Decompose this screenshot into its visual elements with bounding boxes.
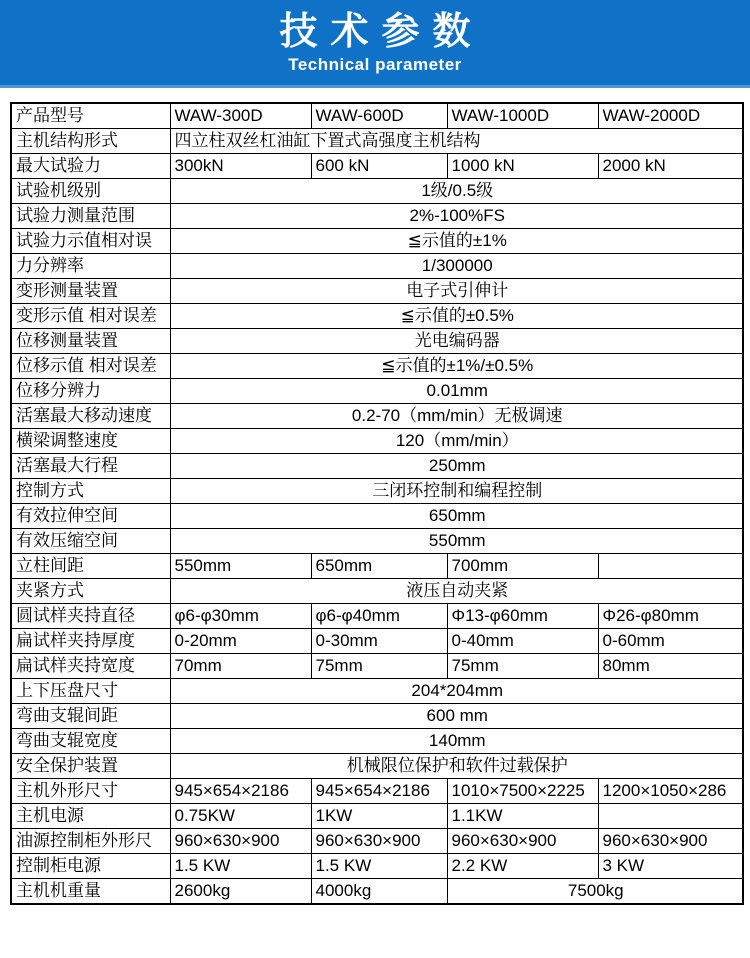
value-cell: 2%-100%FS — [170, 204, 743, 229]
value-cell: 960×630×900 — [170, 829, 311, 854]
value-cell: 0-30mm — [311, 629, 447, 654]
row-label: 变形示值 相对误差 — [11, 304, 170, 329]
row-label: 变形测量装置 — [11, 279, 170, 304]
table-row — [11, 554, 743, 579]
table-row — [11, 504, 743, 529]
table-row — [11, 404, 743, 429]
value-cell: ≦示值的±1%/±0.5% — [170, 354, 743, 379]
value-cell: 1000 kN — [447, 154, 598, 179]
value-cell: 1.5 KW — [311, 854, 447, 879]
table-row — [11, 604, 743, 629]
row-label: 夹紧方式 — [11, 579, 170, 604]
value-cell: WAW-600D — [311, 103, 447, 129]
row-label: 油源控制柜外形尺 — [11, 829, 170, 854]
value-cell: 700mm — [447, 554, 598, 579]
value-cell: 120（mm/min） — [170, 429, 743, 454]
table-row — [11, 179, 743, 204]
value-cell: WAW-300D — [170, 103, 311, 129]
table-row — [11, 804, 743, 829]
value-cell: 1010×7500×2225 — [447, 779, 598, 804]
row-label: 圆试样夹持直径 — [11, 604, 170, 629]
table-row — [11, 279, 743, 304]
row-label: 主机外形尺寸 — [11, 779, 170, 804]
page-subtitle: Technical parameter — [288, 55, 462, 74]
value-cell: 机械限位保护和软件过载保护 — [170, 754, 743, 779]
value-cell: Φ13-φ60mm — [447, 604, 598, 629]
row-label: 控制方式 — [11, 479, 170, 504]
row-label: 最大试验力 — [11, 154, 170, 179]
table-row — [11, 704, 743, 729]
value-cell: 2600kg — [170, 879, 311, 905]
row-label: 弯曲支辊宽度 — [11, 729, 170, 754]
table-row — [11, 254, 743, 279]
value-cell: 650mm — [311, 554, 447, 579]
table-row — [11, 204, 743, 229]
value-cell: 960×630×900 — [311, 829, 447, 854]
row-label: 活塞最大移动速度 — [11, 404, 170, 429]
table-row — [11, 129, 743, 154]
value-cell: 550mm — [170, 554, 311, 579]
value-cell: 960×630×900 — [598, 829, 743, 854]
value-cell: 2000 kN — [598, 154, 743, 179]
value-cell: 600 kN — [311, 154, 447, 179]
table-row — [11, 529, 743, 554]
table-row — [11, 379, 743, 404]
row-label: 产品型号 — [11, 103, 170, 129]
value-cell: φ6-φ40mm — [311, 604, 447, 629]
table-row — [11, 354, 743, 379]
table-row — [11, 729, 743, 754]
value-cell: 0-60mm — [598, 629, 743, 654]
value-cell: WAW-2000D — [598, 103, 743, 129]
value-cell: φ6-φ30mm — [170, 604, 311, 629]
row-label: 扁试样夹持厚度 — [11, 629, 170, 654]
table-row — [11, 329, 743, 354]
table-row — [11, 454, 743, 479]
spec-table-body — [11, 103, 743, 904]
row-label: 有效压缩空间 — [11, 529, 170, 554]
table-row — [11, 679, 743, 704]
value-cell: 75mm — [311, 654, 447, 679]
value-cell: 550mm — [170, 529, 743, 554]
table-row — [11, 103, 743, 129]
value-cell: 1200×1050×286 — [598, 779, 743, 804]
row-label: 主机电源 — [11, 804, 170, 829]
value-cell: 1KW — [311, 804, 447, 829]
row-label: 上下压盘尺寸 — [11, 679, 170, 704]
value-cell: 250mm — [170, 454, 743, 479]
value-cell: 600 mm — [170, 704, 743, 729]
value-cell: 1.5 KW — [170, 854, 311, 879]
value-cell: 7500kg — [447, 879, 743, 905]
row-label: 安全保护装置 — [11, 754, 170, 779]
value-cell: 0-40mm — [447, 629, 598, 654]
value-cell: 650mm — [170, 504, 743, 529]
row-label: 扁试样夹持宽度 — [11, 654, 170, 679]
row-label: 试验力测量范围 — [11, 204, 170, 229]
row-label: 立柱间距 — [11, 554, 170, 579]
page-title: 技术参数 — [279, 11, 484, 53]
table-row — [11, 629, 743, 654]
table-row — [11, 829, 743, 854]
row-label: 力分辨率 — [11, 254, 170, 279]
value-cell: 液压自动夹紧 — [170, 579, 743, 604]
table-row — [11, 754, 743, 779]
value-cell: 0.01mm — [170, 379, 743, 404]
value-cell: 2.2 KW — [447, 854, 598, 879]
table-row — [11, 779, 743, 804]
row-label: 主机结构形式 — [11, 129, 170, 154]
row-label: 控制柜电源 — [11, 854, 170, 879]
table-row — [11, 879, 743, 905]
value-cell: 三闭环控制和编程控制 — [170, 479, 743, 504]
value-cell: ≦示值的±0.5% — [170, 304, 743, 329]
row-label: 试验机级别 — [11, 179, 170, 204]
value-cell: 945×654×2186 — [311, 779, 447, 804]
value-cell — [598, 554, 743, 579]
value-cell: 204*204mm — [170, 679, 743, 704]
value-cell: WAW-1000D — [447, 103, 598, 129]
value-cell: 80mm — [598, 654, 743, 679]
table-row — [11, 579, 743, 604]
table-row — [11, 654, 743, 679]
value-cell: 1/300000 — [170, 254, 743, 279]
value-cell: 70mm — [170, 654, 311, 679]
value-cell: 0.2-70（mm/min）无极调速 — [170, 404, 743, 429]
value-cell: Φ26-φ80mm — [598, 604, 743, 629]
value-cell: 四立柱双丝杠油缸下置式高强度主机结构 — [170, 129, 743, 154]
row-label: 试验力示值相对误 — [11, 229, 170, 254]
row-label: 活塞最大行程 — [11, 454, 170, 479]
value-cell: 0.75KW — [170, 804, 311, 829]
value-cell: 0-20mm — [170, 629, 311, 654]
value-cell — [598, 804, 743, 829]
row-label: 位移示值 相对误差 — [11, 354, 170, 379]
table-row — [11, 304, 743, 329]
value-cell: ≦示值的±1% — [170, 229, 743, 254]
table-row — [11, 229, 743, 254]
row-label: 弯曲支辊间距 — [11, 704, 170, 729]
table-row — [11, 479, 743, 504]
header-banner — [0, 0, 750, 88]
table-row — [11, 854, 743, 879]
value-cell: 电子式引伸计 — [170, 279, 743, 304]
value-cell: 75mm — [447, 654, 598, 679]
table-row — [11, 429, 743, 454]
row-label: 位移分辨力 — [11, 379, 170, 404]
value-cell: 3 KW — [598, 854, 743, 879]
value-cell: 1.1KW — [447, 804, 598, 829]
value-cell: 1级/0.5级 — [170, 179, 743, 204]
row-label: 位移测量装置 — [11, 329, 170, 354]
row-label: 横梁调整速度 — [11, 429, 170, 454]
value-cell: 140mm — [170, 729, 743, 754]
row-label: 主机机重量 — [11, 879, 170, 905]
value-cell: 光电编码器 — [170, 329, 743, 354]
value-cell: 4000kg — [311, 879, 447, 905]
row-label: 有效拉伸空间 — [11, 504, 170, 529]
technical-parameter-table — [10, 102, 744, 905]
value-cell: 300kN — [170, 154, 311, 179]
table-row — [11, 154, 743, 179]
value-cell: 945×654×2186 — [170, 779, 311, 804]
value-cell: 960×630×900 — [447, 829, 598, 854]
